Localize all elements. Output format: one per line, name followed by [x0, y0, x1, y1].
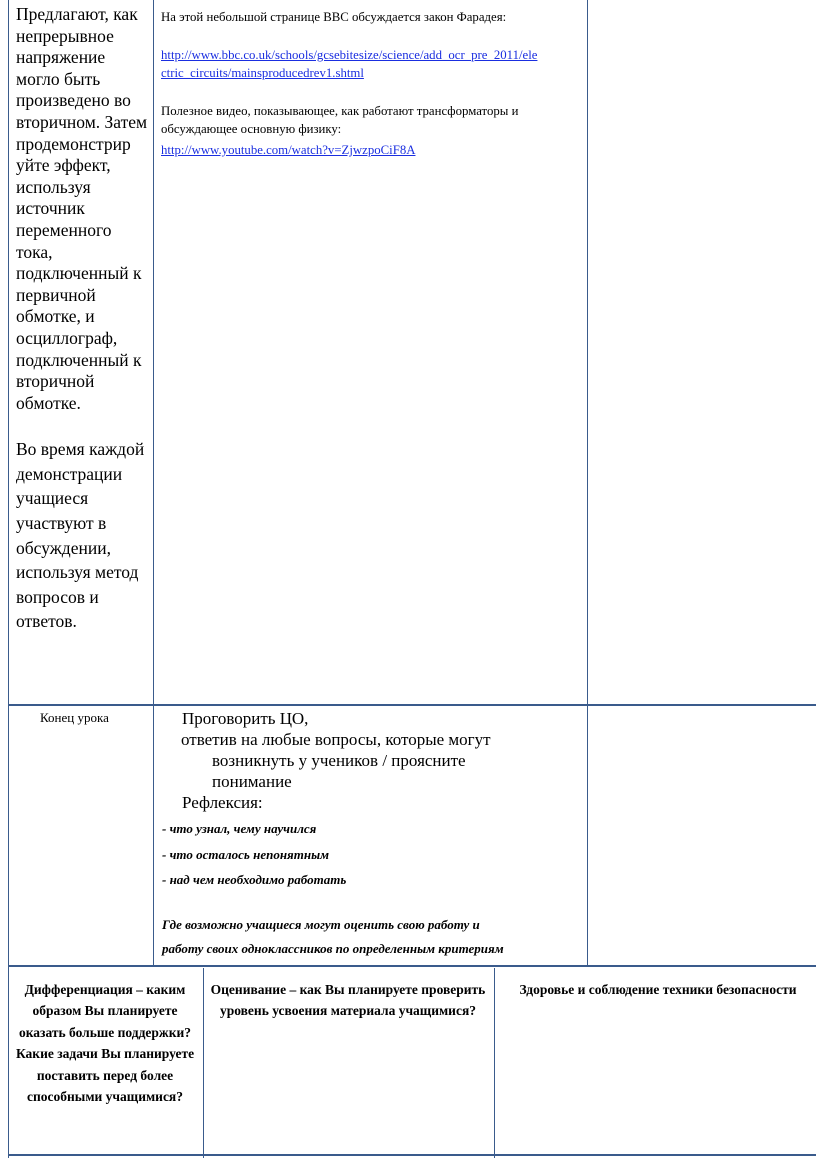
video-intro-line-1: Полезное видео, показывающее, как работают трансформаторы и: [161, 104, 519, 118]
assessment-heading: Оценивание – как Вы планируете проверить уровень усвоения материала учащимися?: [210, 982, 486, 1019]
border-col1: [153, 0, 154, 966]
end-of-lesson-label: Конец урока: [40, 710, 109, 725]
bbc-link-line-2[interactable]: ctric_circuits/mainsproducedrev1.shtml: [161, 66, 364, 80]
border-col2: [587, 0, 588, 966]
reflection-item-1: - что узнал, чему научился: [162, 821, 317, 836]
end-line-1: Проговорить ЦО,: [182, 709, 309, 728]
differentiation-heading: Дифференциация – каким образом Вы планируете оказать больше поддержки? Какие задачи Вы планируете поставить перед более способными учащимися?: [15, 982, 195, 1105]
end-line-3: возникнуть у учеников / проясните: [212, 751, 466, 770]
border-foot2: [494, 968, 495, 1158]
reflection-item-2: - что осталось непонятным: [162, 846, 329, 862]
border-left: [8, 0, 9, 1158]
peer-assessment-note-2: работу своих одноклассников по определенным критериям: [162, 940, 504, 956]
activity-description: [16, 4, 148, 634]
bbc-link-line-1[interactable]: http://www.bbc.co.uk/schools/gcsebitesize/science/add_ocr_pre_2011/ele: [161, 48, 538, 62]
youtube-link[interactable]: http://www.youtube.com/watch?v=ZjwzpoCiF8A: [161, 143, 416, 157]
border-footer-top: [8, 965, 816, 967]
activity-text-1: Предлагают, как непрерывное напряжение могло быть произведено во вторичном. Затем продемонстрир уйте эффект, используя источник переменного тока, подключенный к первичной обмотке, и осциллограф, подключенный к вторичной обмотке.: [16, 4, 148, 413]
peer-assessment-note-1: Где возможно учащиеся могут оценить свою работу и: [162, 916, 480, 932]
activity-text-2: Во время каждой демонстрации учащиеся участвуют в обсуждении, используя метод вопросов и ответов.: [16, 439, 145, 632]
bbc-intro-text: На этой небольшой странице BBC обсуждается закон Фарадея:: [161, 10, 507, 24]
resources-cell: [161, 8, 585, 159]
border-row-end-top: [8, 704, 816, 706]
reflection-item-3: - над чем необходимо работать: [162, 872, 347, 887]
border-foot1: [203, 968, 204, 1158]
end-line-4: понимание: [212, 772, 292, 791]
safety-heading: Здоровье и соблюдение техники безопасности: [519, 982, 797, 997]
border-bottom: [8, 1154, 816, 1156]
end-of-lesson-content: [162, 708, 586, 961]
video-intro-line-2: обсуждающее основную физику:: [161, 122, 342, 136]
end-line-2: ответив на любые вопросы, которые могут: [181, 730, 491, 749]
reflection-heading: Рефлексия:: [182, 793, 263, 812]
